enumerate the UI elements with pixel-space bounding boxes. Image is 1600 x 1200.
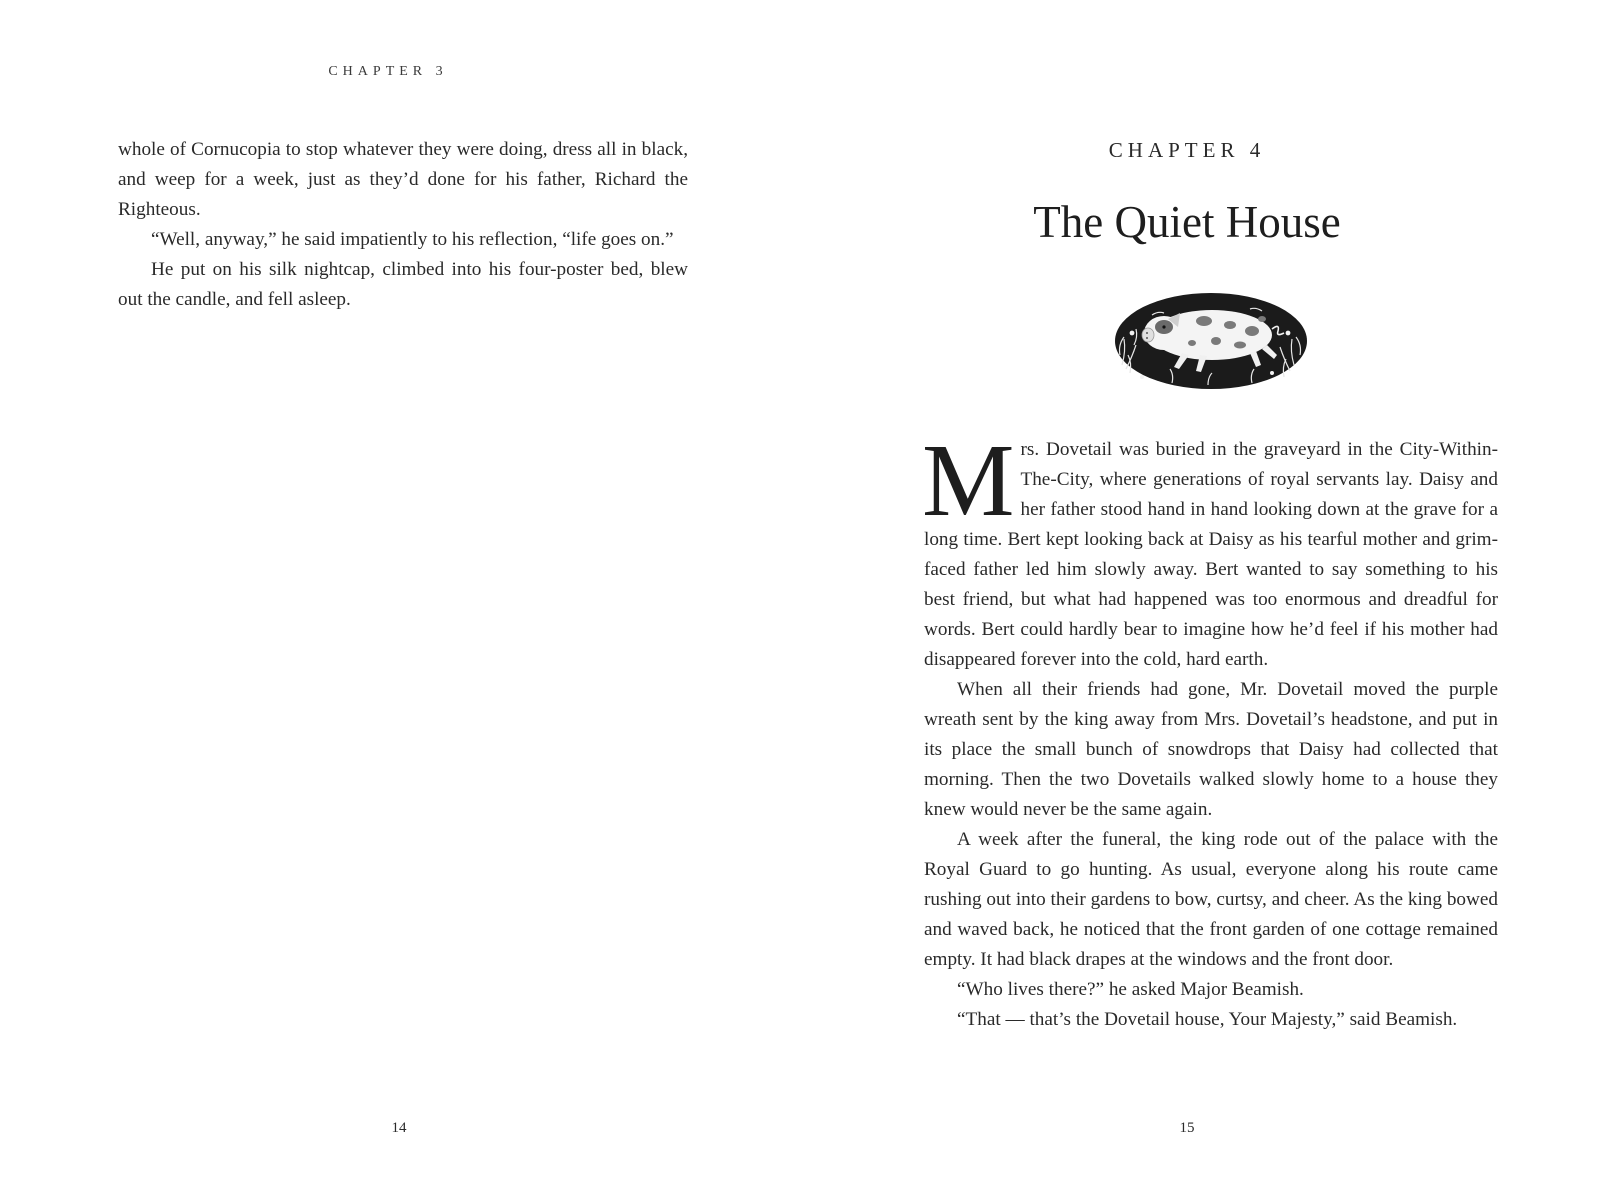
opening-paragraph-text: rs. Dovetail was buried in the graveyard in the City-Within-The-City, where generations of royal servants lay. Daisy and her father stood hand in hand looking down at the grave for a long time. Bert kept looking back at Daisy as his tearful mother and grim-faced father led him slowly away. Bert wanted to say something to his best friend, but what had happened was too enormous and dreadful for words. Bert could hardly bear to imagine how he’d feel if his mother had disappeared forever into the cold, hard earth. (924, 439, 1498, 670)
pig-vignette-icon (1112, 285, 1310, 393)
right-page (800, 0, 1600, 1200)
paragraph: “Who lives there?” he asked Major Beamish. (957, 979, 1304, 1000)
page-number: 15 (1179, 1120, 1195, 1136)
chapter-title: The Quiet House (1033, 197, 1341, 247)
chapter-label: CHAPTER 4 (1108, 138, 1266, 162)
right-body-text (922, 423, 1498, 1035)
paragraph: “Well, anyway,” he said impatiently to his reflection, “life goes on.” (151, 229, 674, 250)
left-body-text (118, 135, 688, 315)
page-number: 14 (391, 1120, 407, 1136)
paragraph: He put on his silk nightcap, climbed into his four-poster bed, blew out the candle, and fell asleep. (118, 259, 688, 310)
drop-cap: M (922, 423, 1015, 538)
paragraph: A week after the funeral, the king rode out of the palace with the Royal Guard to go hunting. As usual, everyone along his route came rushing out into their gardens to bow, curtsy, and cheer. As the king bowed and waved back, he noticed that the front garden of one cottage remained empty. It had black drapes at the windows and the front door. (924, 829, 1498, 970)
paragraph: “That — that’s the Dovetail house, Your Majesty,” said Beamish. (957, 1009, 1458, 1030)
running-head: CHAPTER 3 (328, 64, 448, 79)
paragraph: When all their friends had gone, Mr. Dovetail moved the purple wreath sent by the king away from Mrs. Dovetail’s headstone, and put in its place the small bunch of snowdrops that Daisy had collected that morning. Then the two Dovetails walked slowly home to a house they knew would never be the same again. (924, 679, 1498, 820)
paragraph: whole of Cornucopia to stop whatever they were doing, dress all in black, and weep for a week, just as they’d done for his father, Richard the Righteous. (118, 139, 688, 220)
opening-paragraph (922, 423, 1498, 675)
